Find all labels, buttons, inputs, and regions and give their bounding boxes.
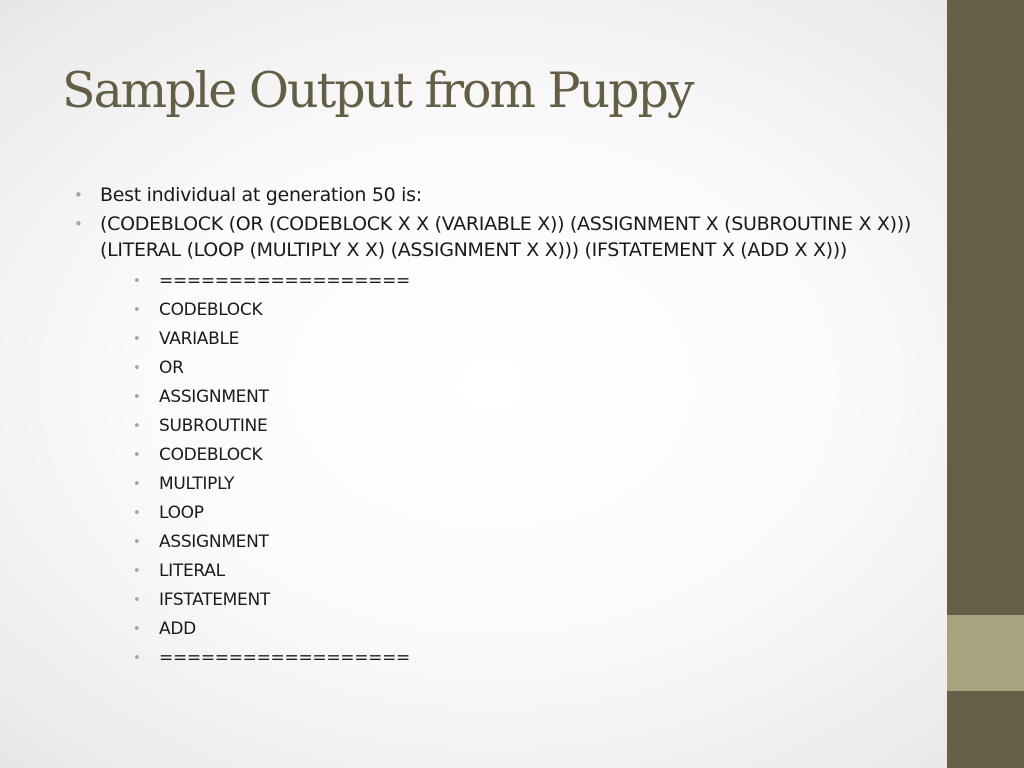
sub-bullet-text: ==================	[159, 648, 410, 668]
sub-bullet-item	[100, 528, 914, 557]
sub-bullet-dot-icon: •	[133, 593, 141, 608]
sub-bullet-item	[100, 499, 914, 528]
sub-bullet-text: LITERAL	[159, 561, 225, 581]
sub-bullet-item	[100, 557, 914, 586]
sub-bullet-dot-icon: •	[133, 448, 141, 463]
sub-bullet-dot-icon: •	[133, 622, 141, 637]
bullet-item	[74, 211, 914, 673]
bullet-item	[74, 182, 914, 208]
sub-bullet-text: CODEBLOCK	[159, 445, 263, 465]
sub-bullet-item	[100, 296, 914, 325]
sub-bullet-item	[100, 586, 914, 615]
sub-bullet-dot-icon: •	[133, 535, 141, 550]
sub-bullet-item	[100, 470, 914, 499]
bullet-text: (CODEBLOCK (OR (CODEBLOCK X X (VARIABLE X)) (ASSIGNMENT X (SUBROUTINE X X))) (LITERAL (LOOP (MULTIPLY X X) (ASSIGNMENT X X))) (IFSTATEMENT X (ADD X X)))	[100, 213, 911, 261]
sub-bullet-dot-icon: •	[133, 361, 141, 376]
sub-bullet-text: ==================	[159, 271, 410, 291]
bullet-list	[74, 182, 914, 676]
sub-bullet-text: MULTIPLY	[159, 474, 235, 494]
bullet-text: Best individual at generation 50 is:	[100, 184, 422, 206]
sub-bullet-dot-icon: •	[133, 651, 141, 666]
sub-bullet-text: VARIABLE	[159, 329, 240, 349]
sub-bullet-text: ASSIGNMENT	[159, 387, 269, 407]
sub-bullet-dot-icon: •	[133, 419, 141, 434]
sub-bullet-text: OR	[159, 358, 184, 378]
sub-bullet-text: IFSTATEMENT	[159, 590, 270, 610]
decorative-side-accent	[947, 615, 1024, 691]
sub-bullet-text: LOOP	[159, 503, 204, 523]
slide-title: Sample Output from Puppy	[62, 62, 693, 119]
sub-bullet-text: SUBROUTINE	[159, 416, 268, 436]
bullet-dot-icon: •	[74, 215, 83, 233]
sub-bullet-text: CODEBLOCK	[159, 300, 263, 320]
sub-bullet-item	[100, 325, 914, 354]
sub-bullet-item	[100, 267, 914, 296]
sub-bullet-item	[100, 412, 914, 441]
sub-bullet-text: ADD	[159, 619, 196, 639]
sub-bullet-dot-icon: •	[133, 390, 141, 405]
sub-bullet-dot-icon: •	[133, 332, 141, 347]
sub-bullet-list	[100, 267, 914, 673]
bullet-dot-icon: •	[74, 186, 83, 204]
sub-bullet-item	[100, 354, 914, 383]
sub-bullet-item	[100, 441, 914, 470]
sub-bullet-dot-icon: •	[133, 477, 141, 492]
sub-bullet-dot-icon: •	[133, 303, 141, 318]
sub-bullet-dot-icon: •	[133, 506, 141, 521]
sub-bullet-text: ASSIGNMENT	[159, 532, 269, 552]
sub-bullet-dot-icon: •	[133, 564, 141, 579]
sub-bullet-item	[100, 383, 914, 412]
sub-bullet-item	[100, 644, 914, 673]
sub-bullet-item	[100, 615, 914, 644]
sub-bullet-dot-icon: •	[133, 274, 141, 289]
